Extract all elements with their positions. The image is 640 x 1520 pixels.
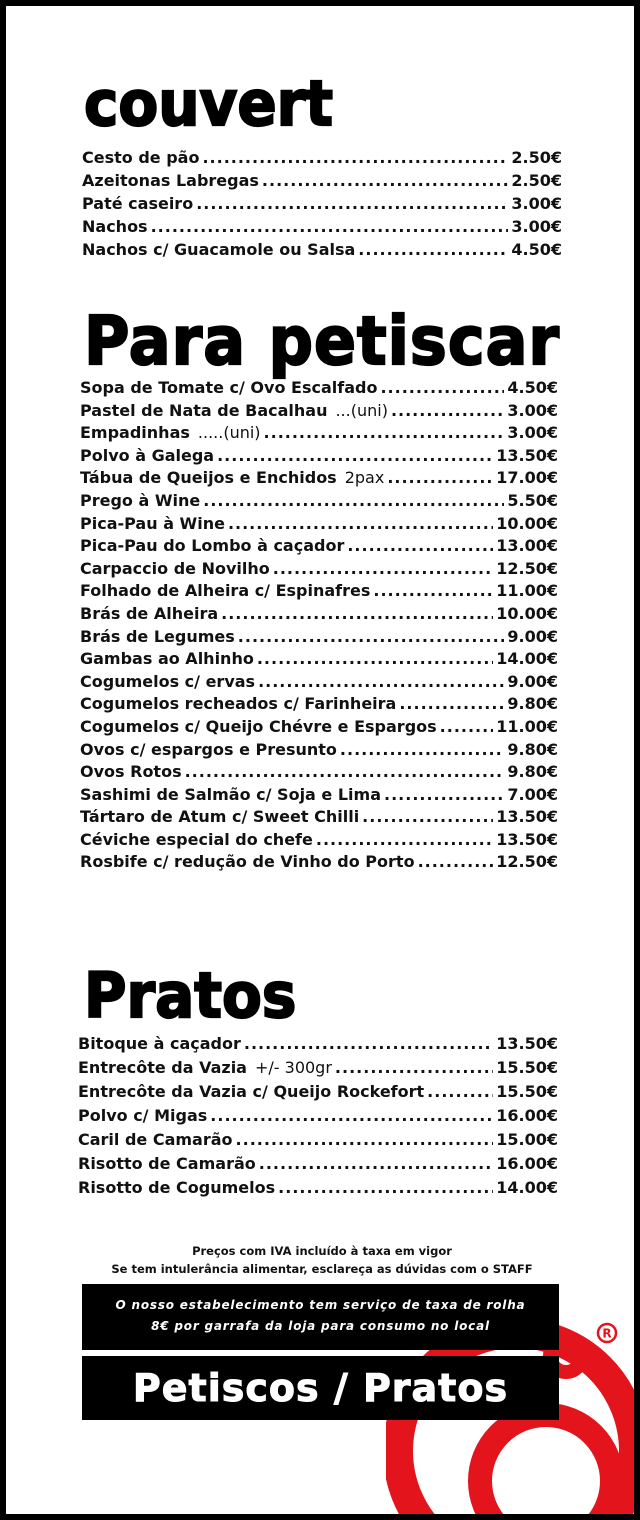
- registered-mark-icon: [596, 1322, 618, 1344]
- couvert-list: [82, 148, 562, 263]
- menu-item: [80, 649, 558, 672]
- menu-item-name: Tártaro de Atum c/ Sweet Chilli: [80, 807, 360, 827]
- dot-leader: [258, 672, 504, 691]
- menu-item-price: 11.00€: [496, 581, 558, 601]
- menu-item-name: Cogumelos c/ Queijo Chévre e Espargos: [80, 716, 437, 736]
- menu-item-name: Risotto de Cogumelos: [78, 1178, 276, 1197]
- menu-item-price: 13.00€: [496, 536, 558, 556]
- menu-item-name: Pastel de Nata de Bacalhau: [80, 400, 328, 420]
- menu-item: [80, 468, 558, 491]
- menu-item-price: 13.50€: [496, 807, 558, 827]
- couvert-heading: couvert: [84, 66, 333, 141]
- menu-item: [80, 762, 558, 785]
- menu-item-name: Gambas ao Alhinho: [80, 649, 254, 669]
- menu-item-price: 9.80€: [507, 739, 558, 759]
- menu-item-price: 15.50€: [496, 1082, 558, 1101]
- dot-leader: [203, 491, 504, 510]
- menu-item-price: 14.00€: [496, 649, 558, 669]
- menu-item: [78, 1058, 558, 1082]
- menu-item: [82, 217, 562, 240]
- menu-item-name: Tábua de Queijos e Enchidos: [80, 468, 337, 488]
- menu-item-name: Sopa de Tomate c/ Ovo Escalfado: [80, 378, 378, 397]
- menu-item-name: Risotto de Camarão: [78, 1154, 256, 1173]
- menu-item-name: Brás de Alheira: [80, 603, 219, 623]
- svg-text:R: R: [602, 1326, 612, 1341]
- petiscar-list: [80, 378, 558, 875]
- menu-item-name: Nachos: [82, 217, 148, 236]
- menu-item-price: 9.00€: [507, 626, 558, 646]
- menu-item-name: Sashimi de Salmão c/ Soja e Lima: [80, 784, 381, 804]
- menu-item-name: Paté caseiro: [82, 194, 194, 213]
- menu-item-name: Folhado de Alheira c/ Espinafres: [80, 581, 371, 601]
- dot-leader: [362, 807, 493, 826]
- menu-item-price: 11.00€: [496, 716, 558, 736]
- menu-item-name: Caril de Camarão: [78, 1130, 233, 1149]
- menu-item-price: 13.50€: [496, 445, 558, 465]
- menu-item: [80, 785, 558, 808]
- dot-leader: [387, 468, 493, 487]
- menu-item-name: Pica-Pau do Lombo à caçador: [80, 536, 345, 556]
- menu-item: [82, 171, 562, 194]
- menu-item-price: 17.00€: [496, 468, 558, 488]
- corkage-line-2: 8€ por garrafa da loja para consumo no local: [151, 1319, 490, 1333]
- dot-leader: [217, 446, 493, 465]
- dot-leader: [391, 401, 504, 420]
- corkage-notice: [82, 1284, 559, 1350]
- menu-page: [6, 6, 634, 1514]
- dot-leader: [273, 559, 494, 578]
- dot-leader: [440, 717, 494, 736]
- menu-item-price: 2.50€: [511, 148, 562, 167]
- menu-item-name: Carpaccio de Novilho: [80, 558, 270, 578]
- menu-item: [78, 1154, 558, 1178]
- menu-item: [80, 401, 558, 424]
- menu-item: [80, 627, 558, 650]
- footer-notes: [82, 1242, 562, 1278]
- menu-item: [80, 604, 558, 627]
- menu-item: [80, 830, 558, 853]
- menu-item-note: 2pax: [344, 468, 385, 488]
- dot-leader: [210, 1106, 493, 1125]
- dot-leader: [196, 194, 508, 213]
- menu-item: [80, 581, 558, 604]
- menu-item-price: 9.80€: [507, 762, 558, 782]
- menu-item-price: 3.00€: [511, 217, 562, 236]
- menu-item-price: 9.80€: [507, 694, 558, 714]
- menu-item-price: 7.00€: [507, 784, 558, 804]
- menu-item-name: Nachos c/ Guacamole ou Salsa: [82, 240, 356, 259]
- menu-item: [78, 1130, 558, 1154]
- menu-item: [78, 1106, 558, 1130]
- dot-leader: [316, 830, 493, 849]
- dot-leader: [380, 378, 504, 397]
- dot-leader: [358, 240, 508, 259]
- dot-leader: [278, 1178, 493, 1197]
- dot-leader: [228, 514, 493, 533]
- menu-item-name: Polvo c/ Migas: [78, 1106, 208, 1125]
- dot-leader: [259, 1154, 494, 1173]
- menu-item-name: Polvo à Galega: [80, 445, 215, 465]
- menu-item: [80, 514, 558, 537]
- dot-leader: [427, 1082, 493, 1101]
- menu-item: [80, 559, 558, 582]
- menu-item-note: ...(uni): [335, 400, 388, 420]
- dot-leader: [418, 852, 494, 871]
- menu-item-price: 10.00€: [496, 513, 558, 533]
- menu-item: [80, 378, 558, 401]
- menu-item-price: 13.50€: [496, 829, 558, 849]
- menu-item-price: 2.50€: [511, 171, 562, 190]
- menu-item: [82, 240, 562, 263]
- menu-item: [80, 536, 558, 559]
- menu-item: [78, 1082, 558, 1106]
- dot-leader: [221, 604, 493, 623]
- pratos-list: [78, 1034, 558, 1202]
- menu-item-name: Ovos Rotos: [80, 762, 182, 782]
- allergy-note: Se tem intulerância alimentar, esclareça as dúvidas com o STAFF: [111, 1262, 533, 1276]
- dot-leader: [384, 785, 504, 804]
- dot-leader: [347, 536, 493, 555]
- menu-item-price: 4.50€: [507, 378, 558, 397]
- menu-item: [82, 148, 562, 171]
- dot-leader: [244, 1034, 493, 1053]
- menu-item: [80, 852, 558, 875]
- menu-item-price: 3.00€: [507, 400, 558, 420]
- menu-item-name: Empadinhas: [80, 423, 190, 443]
- dot-leader: [236, 1130, 494, 1149]
- menu-item: [80, 740, 558, 763]
- menu-item-price: 3.00€: [507, 423, 558, 443]
- petiscar-heading: Para petiscar: [84, 301, 561, 381]
- menu-item-price: 16.00€: [496, 1154, 558, 1173]
- pratos-heading: Pratos: [84, 958, 297, 1033]
- menu-item-price: 12.50€: [496, 558, 558, 578]
- iva-note: Preços com IVA incluído à taxa em vigor: [192, 1244, 452, 1258]
- menu-item-name: Bitoque à caçador: [78, 1034, 241, 1053]
- menu-item-name: Cesto de pão: [82, 148, 200, 167]
- menu-item-name: Céviche especial do chefe: [80, 829, 313, 849]
- menu-item-name: Prego à Wine: [80, 490, 201, 510]
- dot-leader: [185, 762, 505, 781]
- dot-leader: [151, 217, 509, 236]
- menu-item: [80, 717, 558, 740]
- dot-leader: [340, 740, 504, 759]
- dot-leader: [262, 171, 508, 190]
- menu-item-price: 15.00€: [496, 1130, 558, 1149]
- dot-leader: [399, 694, 504, 713]
- menu-item: [80, 694, 558, 717]
- menu-item: [80, 807, 558, 830]
- dot-leader: [373, 581, 493, 600]
- menu-item: [80, 446, 558, 469]
- dot-leader: [335, 1058, 493, 1077]
- menu-item-price: 4.50€: [511, 240, 562, 259]
- menu-item-name: Ovos c/ espargos e Presunto: [80, 739, 337, 759]
- menu-item-price: 9.00€: [507, 671, 558, 691]
- menu-item: [82, 194, 562, 217]
- dot-leader: [257, 649, 493, 668]
- menu-item-price: 10.00€: [496, 603, 558, 623]
- menu-item-note: +/- 300gr: [254, 1058, 332, 1077]
- corkage-line-1: O nosso estabelecimento tem serviço de taxa de rolha: [115, 1298, 526, 1312]
- menu-item-name: Rosbife c/ redução de Vinho do Porto: [80, 852, 415, 872]
- menu-item-name: Cogumelos recheados c/ Farinheira: [80, 694, 397, 714]
- menu-item-name: Entrecôte da Vazia c/ Queijo Rockefort: [78, 1082, 425, 1101]
- menu-item: [80, 672, 558, 695]
- menu-item: [78, 1034, 558, 1058]
- menu-item: [78, 1178, 558, 1202]
- dot-leader: [238, 627, 505, 646]
- menu-item: [80, 423, 558, 446]
- menu-item-price: 3.00€: [511, 194, 562, 213]
- dot-leader: [202, 148, 508, 167]
- menu-item-price: 15.50€: [496, 1058, 558, 1077]
- dot-leader: [264, 423, 505, 442]
- menu-item-name: Azeitonas Labregas: [82, 171, 259, 190]
- menu-item-name: Cogumelos c/ ervas: [80, 671, 256, 691]
- menu-item-name: Entrecôte da Vazia: [78, 1058, 247, 1077]
- menu-item-name: Pica-Pau à Wine: [80, 513, 225, 533]
- menu-item-price: 14.00€: [496, 1178, 558, 1197]
- menu-item-price: 16.00€: [496, 1106, 558, 1125]
- menu-item-price: 5.50€: [507, 490, 558, 510]
- menu-title-banner: Petiscos / Pratos: [82, 1356, 559, 1420]
- menu-item-name: Brás de Legumes: [80, 626, 235, 646]
- menu-item-note: .....(uni): [197, 423, 261, 443]
- menu-item-price: 13.50€: [496, 1034, 558, 1053]
- menu-item: [80, 491, 558, 514]
- menu-item-price: 12.50€: [496, 852, 558, 872]
